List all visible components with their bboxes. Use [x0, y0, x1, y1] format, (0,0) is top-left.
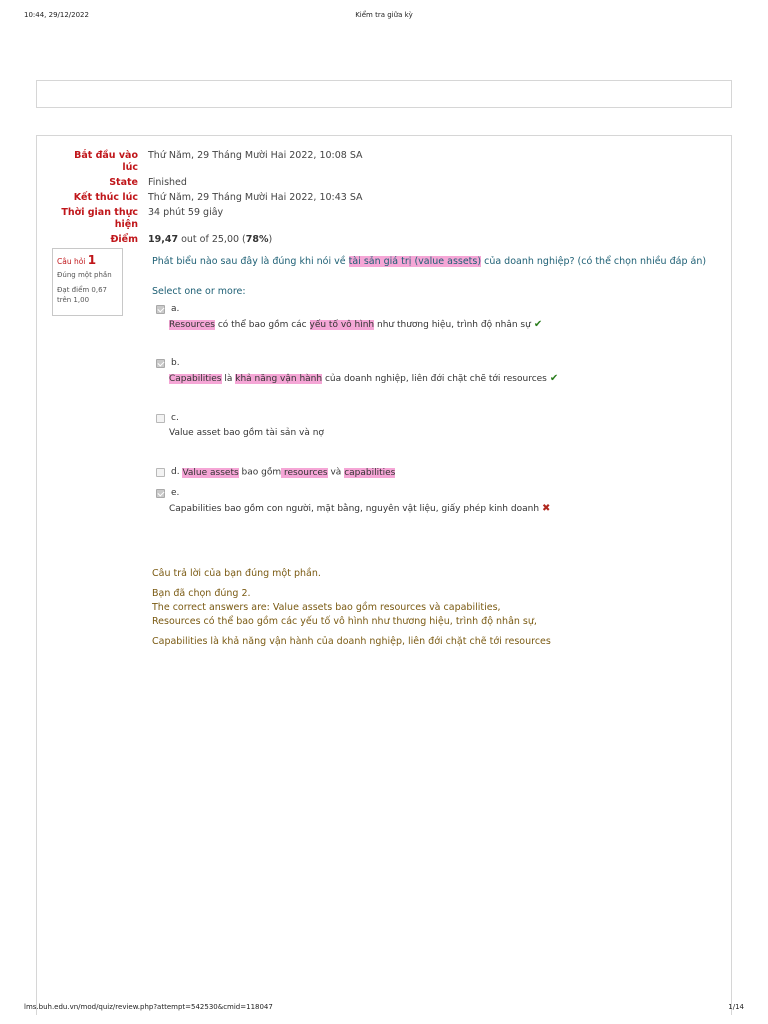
summary-row-grade [56, 234, 716, 246]
option-b-highlight-1: Capabilities [169, 373, 222, 384]
summary-row-completed [56, 192, 716, 204]
feedback-summary: Câu trả lời của bạn đúng một phần. [152, 568, 321, 579]
state-label: State [109, 177, 138, 188]
feedback-selected-count: Bạn đã chọn đúng 2. [152, 588, 251, 599]
attempt-summary [56, 150, 716, 249]
completed-label: Kết thúc lúc [73, 192, 138, 203]
option-a-highlight-2: yếu tố vô hình [309, 319, 375, 330]
grade-value [148, 234, 272, 246]
question-text [152, 256, 706, 267]
grade-label: Điểm [110, 234, 138, 245]
option-a-text [169, 319, 542, 330]
feedback-correct-answers: The correct answers are: Value assets bao gồm resources và capabilities, [152, 602, 501, 613]
summary-row-time [56, 207, 716, 231]
option-c-text: Value asset bao gồm tài sản và nợ [169, 427, 324, 438]
option-d-highlight-2: resources [281, 467, 328, 478]
option-d-checkbox[interactable] [156, 468, 165, 477]
print-url: lms.buh.edu.vn/mod/quiz/review.php?attempt=542530&cmid=118047 [24, 1003, 273, 1011]
option-b-label: b. [171, 358, 180, 368]
print-datetime: 10:44, 29/12/2022 [24, 11, 89, 19]
summary-row-started [56, 150, 716, 174]
option-d-text-1: bao gồm [238, 467, 282, 478]
question-text-highlight: tài sản giá trị (value assets) [348, 256, 482, 267]
option-b-text-1: là [221, 373, 236, 384]
grade-percent: 78% [245, 234, 269, 245]
feedback-correct-answer-2: Resources có thể bao gồm các yếu tố vô hình như thương hiệu, trình độ nhân sự, [152, 616, 537, 627]
option-d-label: d. [171, 467, 180, 477]
option-d-highlight-1: Value assets [182, 467, 239, 478]
option-e-label: e. [171, 488, 180, 498]
time-label: Thời gian thực hiện [61, 207, 138, 230]
option-d-text-2: và [327, 467, 345, 478]
option-c-checkbox[interactable] [156, 414, 165, 423]
option-e-checkbox[interactable] [156, 489, 165, 498]
quiz-navigation-box [36, 80, 732, 108]
option-d-highlight-3: capabilities [344, 467, 396, 478]
answer-prompt: Select one or more: [152, 286, 246, 297]
check-icon: ✔ [533, 318, 543, 330]
option-a-text-1: có thể bao gồm các [214, 319, 310, 330]
grade-end: ) [268, 234, 273, 245]
answer-option-e[interactable] [156, 488, 550, 514]
option-e-text-content: Capabilities bao gồm con người, mặt bằng, nguyên vật liệu, giấy phép kinh doanh [169, 503, 540, 514]
summary-row-state [56, 177, 716, 189]
option-a-checkbox[interactable] [156, 305, 165, 314]
option-b-text [169, 373, 558, 384]
completed-value: Thứ Năm, 29 Tháng Mười Hai 2022, 10:43 SA [148, 192, 363, 203]
answer-option-d[interactable] [156, 467, 395, 478]
option-c-label: c. [171, 413, 179, 423]
question-text-before: Phát biểu nào sau đây là đúng khi nói về [152, 256, 349, 267]
option-b-checkbox[interactable] [156, 359, 165, 368]
option-a-text-2: như thương hiệu, trình độ nhân sự [374, 319, 531, 330]
option-a-highlight-1: Resources [169, 319, 215, 330]
print-page-number: 1/14 [728, 1003, 744, 1011]
option-a-label: a. [171, 304, 180, 314]
print-title: Kiểm tra giữa kỳ [355, 11, 413, 19]
question-text-after: của doanh nghiệp? (có thể chọn nhiều đáp án) [481, 256, 707, 267]
question-number-label: Câu hỏi [57, 257, 86, 266]
answer-option-c[interactable] [156, 413, 324, 438]
question-number [57, 253, 118, 267]
started-value: Thứ Năm, 29 Tháng Mười Hai 2022, 10:08 SA [148, 150, 363, 161]
feedback-correct-answer-3: Capabilities là khả năng vận hành của doanh nghiệp, liên đới chặt chẽ tới resources [152, 636, 551, 647]
state-value: Finished [148, 177, 187, 188]
cross-icon: ✖ [542, 502, 551, 514]
check-icon: ✔ [549, 372, 559, 384]
question-grade: Đạt điểm 0,67 trên 1,00 [57, 286, 108, 304]
question-info [52, 248, 123, 316]
grade-middle: out of 25,00 ( [178, 234, 246, 245]
question-state: Đúng một phần [57, 271, 112, 279]
answer-option-a[interactable] [156, 304, 542, 330]
grade-score: 19,47 [148, 234, 179, 245]
answer-option-b[interactable] [156, 358, 558, 384]
option-b-text-2: của doanh nghiệp, liên đới chặt chẽ tới resources [322, 373, 547, 384]
question-number-value: 1 [87, 253, 97, 267]
time-value: 34 phút 59 giây [148, 207, 224, 218]
option-b-highlight-2: khả năng vận hành [235, 373, 323, 384]
started-label: Bắt đầu vào lúc [74, 150, 138, 173]
option-e-text [169, 503, 550, 514]
